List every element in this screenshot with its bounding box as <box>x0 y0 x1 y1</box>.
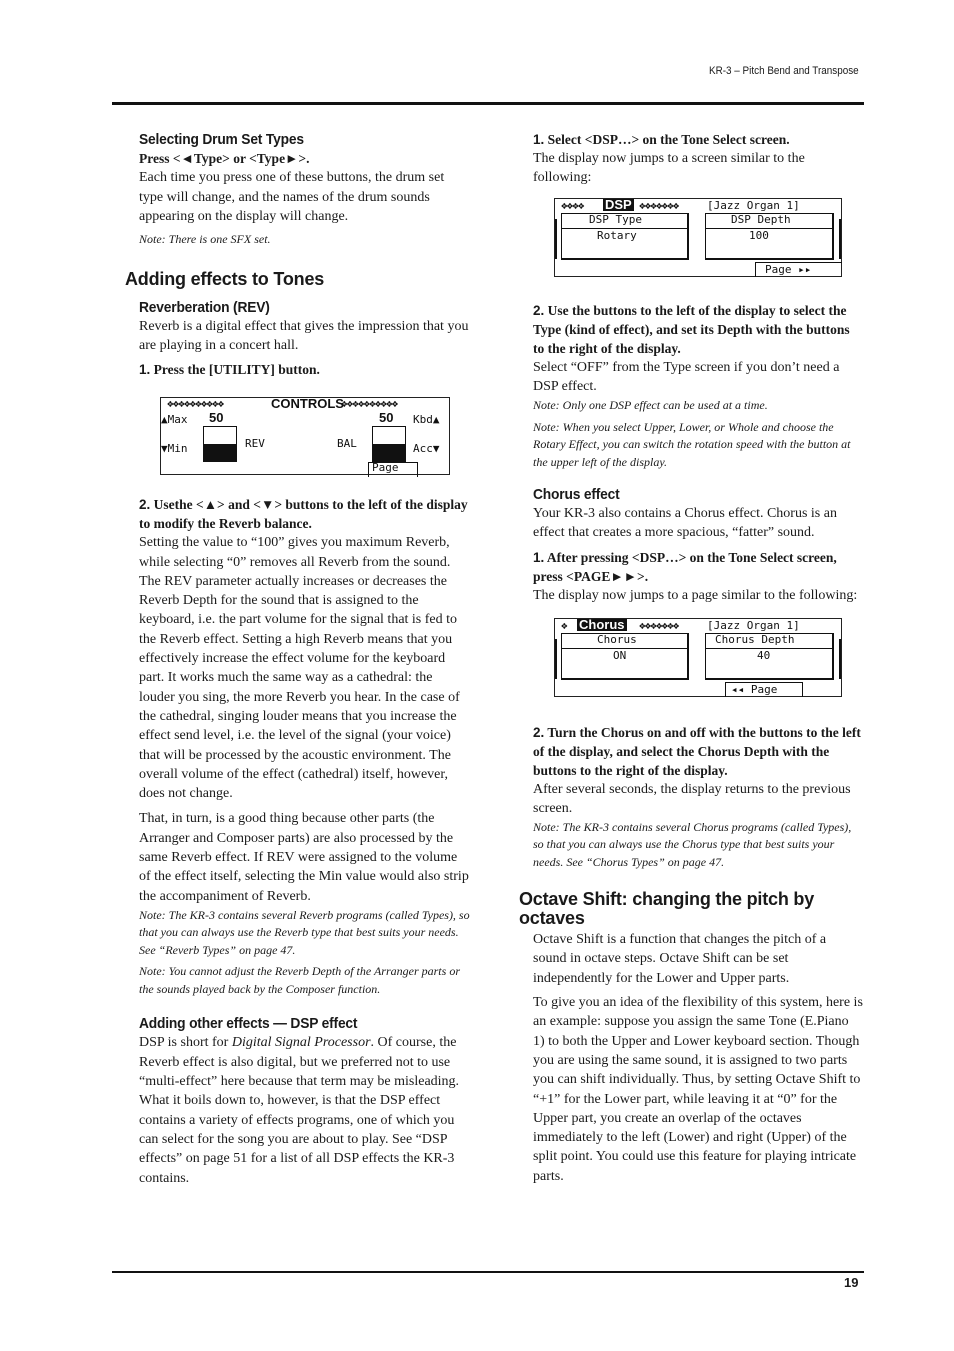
running-header: KR-3 – Pitch Bend and Transpose <box>709 65 859 77</box>
footer-rule <box>112 1271 864 1273</box>
chorus-step-1-body: The display now jumps to a page similar to the following: <box>533 587 858 603</box>
dsp-type-label: DSP Type <box>589 212 642 226</box>
chorus-step-2 <box>533 723 863 780</box>
page-tab <box>368 462 418 477</box>
effects-heading: Adding effects to Tones <box>125 268 325 289</box>
chorus-step-2-body: After several seconds, the display returns to the previous screen. <box>533 782 851 817</box>
rev-note-2: Note: You cannot adjust the Reverb Depth of the Arranger parts or the sounds played back by the Composer function. <box>139 964 460 996</box>
dsp-text-a: DSP is short for <box>139 1035 232 1051</box>
step-2-num: 2. <box>139 497 151 513</box>
lcd-bal: BAL <box>337 437 357 451</box>
left-column <box>125 130 471 1193</box>
rev-heading: Reverberation (REV) <box>139 298 270 316</box>
dsp-note-1: Note: Only one DSP effect can be used at a time. <box>533 398 768 413</box>
dsp-lcd-page: Page ▸▸ <box>765 262 812 276</box>
dsp-step-1-body: The display now jumps to a screen similar to the following: <box>533 151 805 186</box>
dsp-lcd <box>554 198 842 277</box>
lcd-dots: ❖ <box>561 619 567 633</box>
chorus-text: Your KR-3 also contains a Chorus effect. Chorus is an effect that creates a more spacious, “fatter” sound. <box>533 506 837 541</box>
dsp-step-2-text: Use the buttons to the left of the display to select the Type (kind of effect), and set its Depth with the buttons to the right of the display. <box>533 302 850 356</box>
lcd-page: Page <box>372 461 399 475</box>
dsp-type-value: Rotary <box>597 228 637 242</box>
lcd-edge-left <box>555 639 557 679</box>
drum-step: Press <◄Type> or <Type►>. <box>139 151 310 166</box>
rev-para-1: Setting the value to “100” gives you maximum Reverb, while selecting “0” removes all Reverb from the sound. The REV parameter actually increases or decreases the Reverb Depth for the sound that is assigned to the keyboard, i.e. the part volume for the signal that is fed to the Reverb effect. Setting a high Reverb means that you effectively increase the effect volume for the keyboard part. It works much the same way as a cathedral: the louder you sing, the more Reverb you hear. In the case of the cathedral, singing louder means that you increase the effect send level, i.e. the level of the signal (your voice) that will be processed by the acoustic environment. The overall volume of the effect (cathedral) itself, however, does not change. <box>139 535 460 802</box>
right-column <box>519 130 863 1191</box>
lcd-title: CONTROLS <box>271 396 344 412</box>
chorus-step-2-text: Turn the Chorus on and off with the buttons to the left of the display, and select the Chorus Depth with the buttons to the right of the display. <box>533 725 861 779</box>
chorus-label: Chorus <box>597 633 637 647</box>
rev-level-bar <box>203 444 237 462</box>
drum-text: Each time you press one of these buttons, the drum set type will change, and the names of the drum sounds appearing on the display will change. <box>139 170 445 224</box>
octave-para-2: To give you an idea of the flexibility of this system, here is an example: suppose you assign the same Tone (E.Piano 1) to both the Upper and Lower keyboard section. Though you are using the same sound, it is assigned to two parts you can shift individually. Thus, by setting Octave Shift to “+1” for the Lower part, while leaving it at “0” for the Upper part, you create an overlap of the octaves immediately to the left (Lower) and right (Upper) of the split point. You could use this feature for playing intricate parts. <box>533 995 863 1184</box>
rev-text: Reverb is a digital effect that gives the impression that you are playing in a concert hall. <box>139 318 469 353</box>
dsp-step-2-body: Select “OFF” from the Type screen if you don’t need a DSP effect. <box>533 359 840 394</box>
octave-para-1: Octave Shift is a function that changes the pitch of a sound in octave steps. Octave Shift can be set independently for the Lower and Upper parts. <box>533 932 827 986</box>
rev-para-2: That, in turn, is a good thing because other parts (the Arranger and Composer parts) are also processed by the same Reverb effect. If REV were assigned to the volume of the effect itself, selecting the Min value would also strip the accompaniment of Reverb. <box>139 811 469 904</box>
lcd-dots: ❖❖❖❖❖❖❖❖❖❖ <box>167 397 224 411</box>
lcd-dots: ❖❖❖❖❖❖❖ <box>639 619 679 633</box>
chorus-lcd-tone: [Jazz Organ 1] <box>707 619 800 633</box>
chorus-step-1-num: 1. <box>533 549 545 565</box>
header-rule <box>112 102 864 105</box>
page-tab <box>755 262 842 277</box>
step-1 <box>139 360 471 379</box>
dsp-lcd-tone: [Jazz Organ 1] <box>707 198 800 212</box>
rev-note-1: Note: The KR-3 contains several Reverb programs (called Types), so that you can always use the Reverb type that best suits your needs. See “Reverb Types” on page 47. <box>139 907 470 957</box>
page-number: 19 <box>844 1275 859 1290</box>
dsp-step-1-text: Select <DSP…> on the Tone Select screen. <box>547 132 790 147</box>
dsp-lcd-title: DSP <box>605 196 632 212</box>
lcd-dots: ❖❖❖❖❖❖❖❖❖❖ <box>341 397 398 411</box>
dsp-note-2: Note: When you select Upper, Lower, or Whole and choose the Rotary Effect, you can switch the rotation speed with the button at the upper left of the display. <box>533 419 851 469</box>
bal-level-bar <box>372 444 406 462</box>
chorus-depth-value: 40 <box>757 649 771 663</box>
lcd-max: ▲Max <box>161 413 188 427</box>
dsp-depth-value: 100 <box>749 228 769 242</box>
lcd-bal-value: 50 <box>379 410 394 426</box>
dsp-step-1 <box>533 130 863 149</box>
chorus-lcd-title: Chorus <box>579 617 625 633</box>
dsp-step-2 <box>533 301 863 358</box>
dsp-step-2-num: 2. <box>533 302 545 318</box>
lcd-edge-left <box>555 219 557 259</box>
step-2-text: Usethe <▲> and <▼> buttons to the left of the display to modify the Reverb balance. <box>139 497 468 532</box>
octave-heading: Octave Shift: changing the pitch by octaves <box>519 889 815 929</box>
chorus-lcd-page: ◂◂ Page <box>731 683 778 697</box>
lcd-acc: Acc▼ <box>413 442 440 456</box>
chorus-lcd <box>554 618 842 697</box>
lcd-edge-right <box>839 219 841 259</box>
lcd-dots: ❖❖❖❖❖❖❖ <box>639 198 679 212</box>
chorus-step-1 <box>533 548 863 586</box>
dsp-text-em: Digital Signal Processor <box>231 1035 371 1051</box>
lcd-rev: REV <box>245 437 265 451</box>
dsp-heading: Adding other effects — DSP effect <box>139 1015 358 1033</box>
lcd-rev-value: 50 <box>209 410 224 426</box>
chorus-note: Note: The KR-3 contains several Chorus programs (called Types), so that you can always use the Chorus type that best suits your needs. See “Chorus Types” on page 47. <box>533 819 852 869</box>
dsp-step-1-num: 1. <box>533 132 545 147</box>
chorus-depth-label: Chorus Depth <box>715 633 795 647</box>
chorus-step-1-text: After pressing <DSP…> on the Tone Select screen, press <PAGE►►>. <box>533 549 837 584</box>
chorus-step-2-num: 2. <box>533 725 545 741</box>
dsp-text-b: . Of course, the Reverb effect is also digital, but we preferred not to use “multi-effect” here because that term may be misleading. What it boils down to, however, is that the DSP effect contains a variety of effects programs, one of which you can select for the song you are about to play. See “DSP effects” on page 51 for a list of all DSP effects the KR-3 contains. <box>139 1035 460 1186</box>
lcd-edge-right <box>839 639 841 679</box>
controls-lcd <box>160 397 450 475</box>
step-1-text: Press the [UTILITY] button. <box>153 362 320 378</box>
lcd-min: ▼Min <box>161 442 188 456</box>
dsp-depth-label: DSP Depth <box>731 212 791 226</box>
dsp-text <box>139 1033 471 1187</box>
step-2 <box>139 495 471 533</box>
chorus-value: ON <box>613 649 627 663</box>
drum-note: Note: There is one SFX set. <box>139 232 271 247</box>
page-tab <box>725 682 803 697</box>
chorus-heading: Chorus effect <box>533 486 620 504</box>
drum-heading: Selecting Drum Set Types <box>139 131 304 148</box>
step-1-num: 1. <box>139 362 151 378</box>
lcd-dots: ❖❖❖❖ <box>561 198 584 212</box>
lcd-kbd: Kbd▲ <box>413 413 440 427</box>
